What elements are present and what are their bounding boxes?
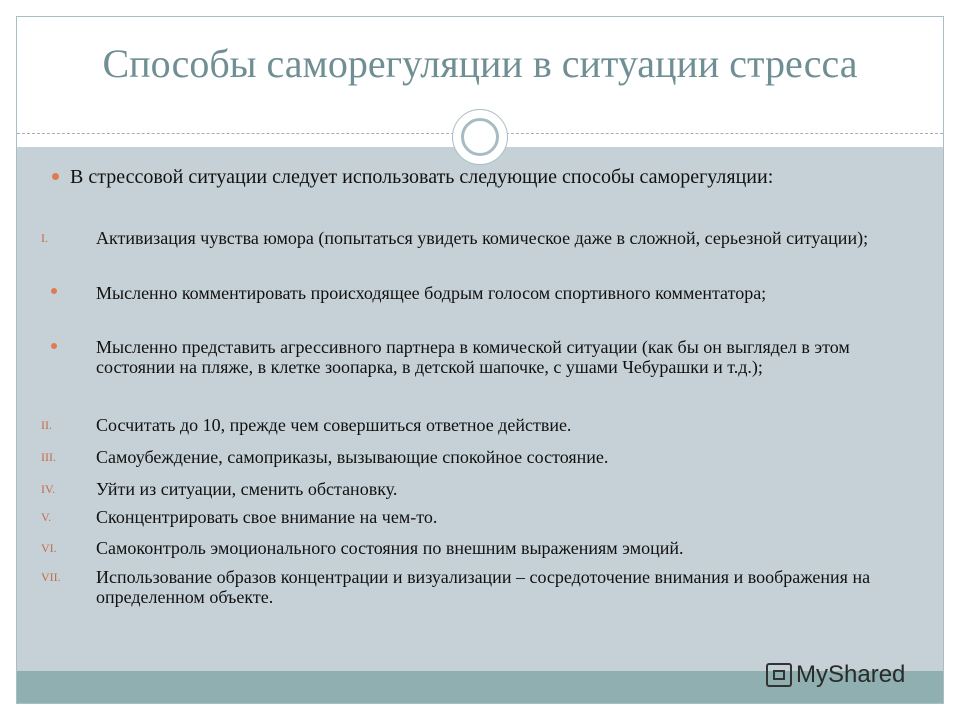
intro-text: В стрессовой ситуации следует использовать следующие способы саморегуляции: [70, 166, 774, 188]
list-item: Активизация чувства юмора (попытаться увидеть комическое даже в сложной, серьезной ситуации); [96, 228, 869, 248]
list-item: Использование образов концентрации и визуализации – сосредоточение внимания и воображения на определенном объекте. [96, 567, 871, 607]
bullet-icon [52, 173, 59, 180]
list-item: Мысленно комментировать происходящее бодрым голосом спортивного комментатора; [96, 283, 767, 303]
list-item: Самоконтроль эмоционального состояния по внешним выражениям эмоций. [96, 538, 684, 558]
item-marker: IV. [41, 482, 56, 496]
item-marker: III. [41, 450, 56, 464]
item-marker: I. [41, 231, 48, 245]
item-marker: VII. [41, 570, 61, 584]
myshared-watermark [766, 660, 905, 690]
list-item: Сконцентрировать свое внимание на чем-то. [96, 507, 438, 527]
item-marker: V. [41, 510, 52, 524]
myshared-logo-icon [766, 663, 792, 687]
item-marker: VI. [41, 541, 57, 555]
list-item: Сосчитать до 10, прежде чем совершиться ответное действие. [96, 415, 572, 435]
slide-title: Способы саморегуляции в ситуации стресса [102, 41, 858, 86]
bullet-icon [51, 343, 57, 349]
circle-ornament-icon [452, 109, 508, 165]
list-item: Самоубеждение, самоприказы, вызывающие спокойное состояние. [96, 447, 609, 467]
item-marker: II. [41, 418, 52, 432]
bullet-icon [51, 288, 57, 294]
list-item: Уйти из ситуации, сменить обстановку. [96, 479, 398, 499]
watermark-text: MyShared [796, 661, 906, 688]
list-item: Мысленно представить агрессивного партнера в комической ситуации (как бы он выглядел в этом состоянии на пляже, в клетке зоопарка, в детской шапочке, с ушами Чебурашки и т.д.); [96, 337, 850, 377]
